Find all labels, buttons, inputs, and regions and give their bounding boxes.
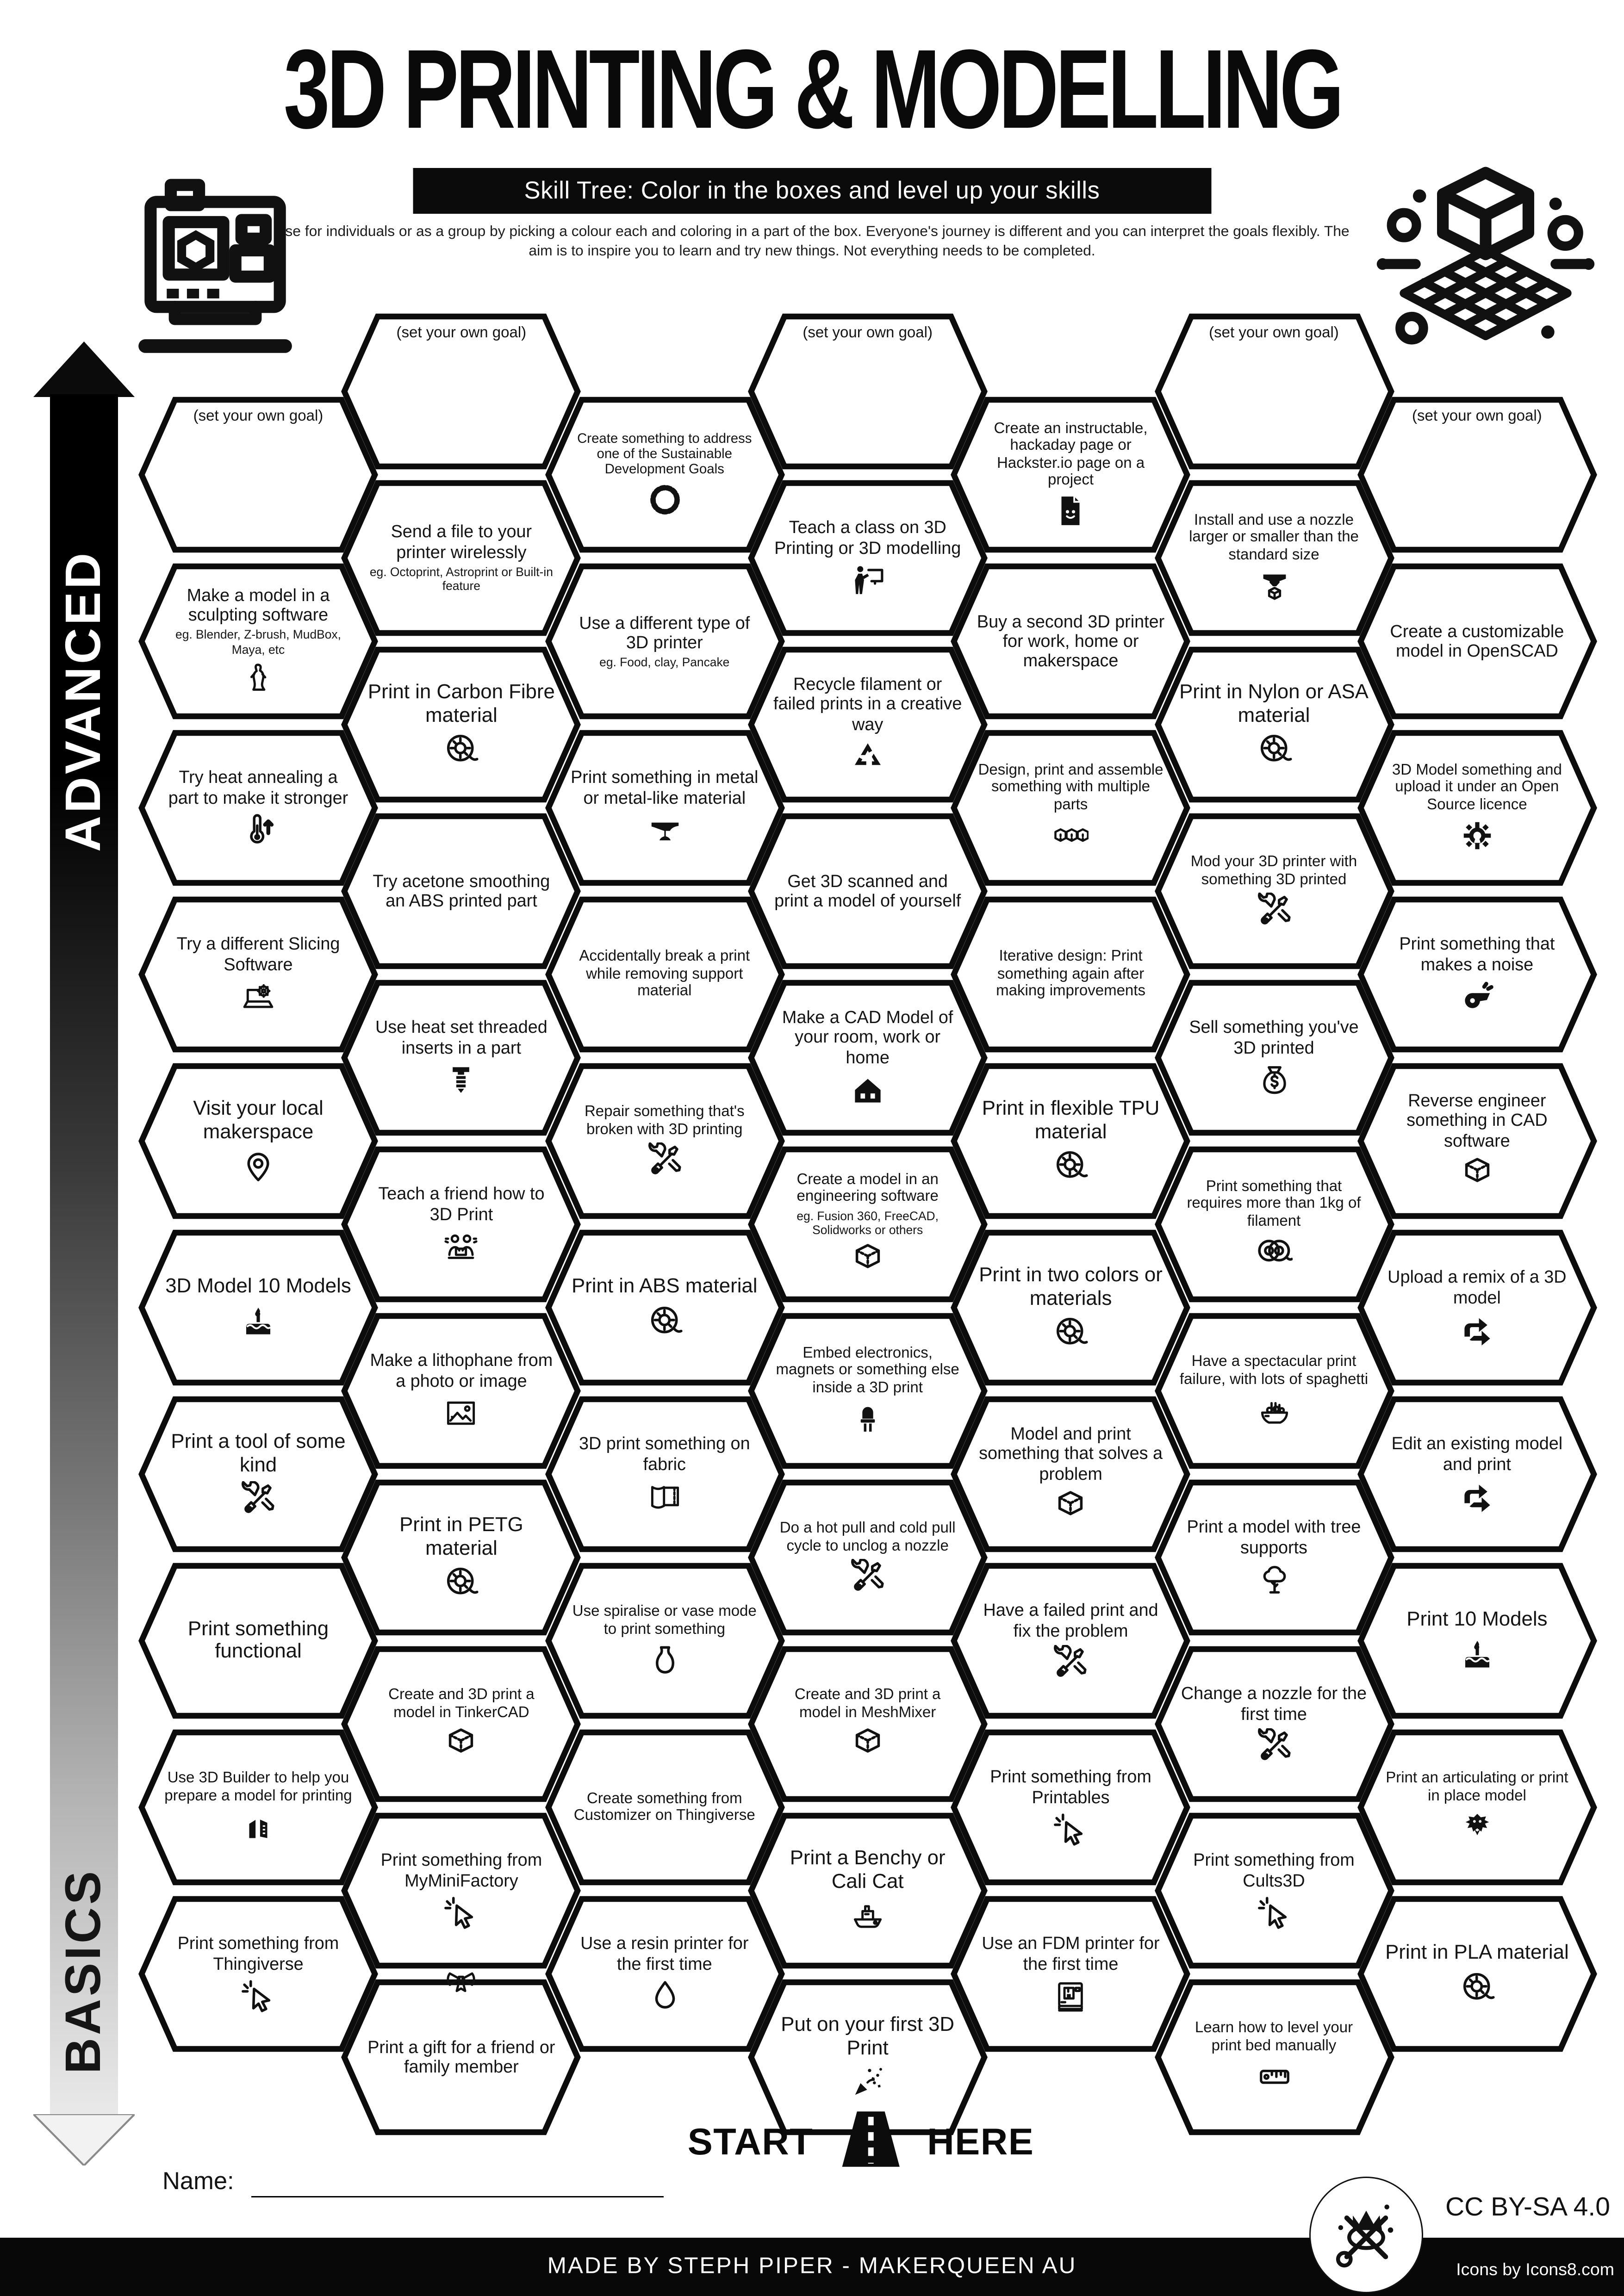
- spool2-icon: [1256, 1234, 1292, 1270]
- hex-text: Print something in metal or metal-like material: [571, 768, 759, 807]
- hex-text: Change a nozzle for the first time: [1181, 1684, 1367, 1724]
- hex-text: Visit your local makerspace: [193, 1098, 324, 1143]
- laptop-gear-icon: [240, 978, 276, 1014]
- hex-text: Learn how to level your print bed manually: [1195, 2020, 1353, 2054]
- hex-text: Use spiralise or vase mode to print something: [572, 1603, 757, 1638]
- tools-icon: [647, 1142, 683, 1179]
- hex-text: Print something that makes a noise: [1399, 934, 1555, 974]
- hex-text: Design, print and assemble something with multiple parts: [978, 762, 1164, 813]
- hex-text: Create and 3D print a model in TinkerCAD: [388, 1687, 535, 1721]
- hex-text: Have a failed print and fix the problem: [983, 1601, 1158, 1640]
- dragon-icon: [1459, 1809, 1495, 1845]
- hex-text: Make a lithophane from a photo or image: [370, 1351, 553, 1390]
- bow-icon: [443, 1961, 479, 1998]
- house-icon: [850, 1071, 886, 1107]
- hex-text: Print something from MyMiniFactory: [380, 1850, 542, 1890]
- hex-text: Use a different type of 3D printer: [579, 613, 750, 652]
- sdg-wheel-icon: [647, 482, 683, 518]
- name-label: Name:: [162, 2167, 234, 2195]
- hex-text: Embed electronics, magnets or something else inside a 3D print: [776, 1345, 959, 1396]
- hex-reverse-engineer[interactable]: [1357, 1063, 1596, 1219]
- license-label: CC BY-SA 4.0: [1445, 2193, 1610, 2222]
- hex-text: Mod your 3D printer with something 3D printed: [1190, 854, 1357, 888]
- hex-text: Print something that requires more than 1kg of filament: [1187, 1178, 1361, 1230]
- hex-text: Use an FDM printer for the first time: [982, 1934, 1160, 1973]
- icons8-credit: Icons by Icons8.com: [1456, 2260, 1615, 2279]
- hex-subtext: eg. Blender, Z-brush, MudBox, Maya, etc: [175, 628, 341, 657]
- teacher-icon: [850, 562, 886, 598]
- hex-text: Print a model with tree supports: [1187, 1517, 1361, 1557]
- spool-icon: [1053, 1315, 1089, 1351]
- tree-icon: [1256, 1561, 1292, 1597]
- cube-icon: [1053, 1488, 1089, 1524]
- subtitle-text: Skill Tree: Color in the boxes and level up your skills: [524, 176, 1100, 204]
- intro-paragraph: Use for individuals or as a group by picking a colour each and coloring in a part of the box. Everyone's journey is different and you can interpret the goals flexibly. The aim is to inspire you to learn and try new things. Not everything needs to be completed.: [274, 223, 1350, 260]
- hex-text: Model and print something that solves a problem: [979, 1424, 1163, 1483]
- hex-subtext: eg. Fusion 360, FreeCAD, Solidworks or others: [796, 1208, 939, 1237]
- hex-text: Create something from Customizer on Thingiverse: [573, 1790, 755, 1824]
- tools-icon: [240, 1481, 276, 1517]
- tools-icon: [1256, 1728, 1292, 1764]
- statue-icon: [240, 661, 276, 697]
- spool-icon: [1053, 1148, 1089, 1184]
- hex-subtext: eg. Octoprint, Astroprint or Built-in feature: [369, 565, 553, 593]
- cubes3-icon: [1053, 818, 1089, 854]
- basics-label: BASICS: [54, 1868, 111, 2074]
- hex-text: Recycle filament or failed prints in a creative way: [773, 675, 962, 734]
- fabric-icon: [647, 1478, 683, 1514]
- here-label: HERE: [927, 2121, 1034, 2163]
- road-icon: [834, 2107, 906, 2178]
- thermometer-icon: [240, 812, 276, 848]
- tools-icon: [850, 1559, 886, 1595]
- hex-open-source-upload[interactable]: [1357, 730, 1596, 886]
- tools-icon: [1053, 1644, 1089, 1681]
- hex-text: Print a gift for a friend or family member: [367, 2037, 555, 2077]
- hex-text: Create and 3D print a model in MeshMixer: [794, 1687, 941, 1721]
- remix-icon: [1459, 1311, 1495, 1347]
- hex-articulating[interactable]: [1357, 1730, 1596, 1885]
- photo-icon: [443, 1395, 479, 1431]
- hex-text: Print a Benchy or Cali Cat: [790, 1848, 946, 1893]
- hex-text: Print in two colors or materials: [979, 1265, 1163, 1310]
- spool-icon: [443, 732, 479, 768]
- money-bag-icon: [1256, 1061, 1292, 1098]
- nozzle-icon: [1256, 568, 1292, 604]
- doc-smile-icon: [1053, 493, 1089, 529]
- name-input-line[interactable]: [251, 2196, 664, 2197]
- hex-text: Have a spectacular print failure, with lots of spaghetti: [1179, 1353, 1369, 1388]
- credit-text: MADE BY STEPH PIPER - MAKERQUEEN AU: [547, 2253, 1077, 2279]
- benchy-icon: [850, 1898, 886, 1934]
- tools-icon: [1256, 893, 1292, 929]
- hex-remix-upload[interactable]: [1357, 1230, 1596, 1385]
- spool-icon: [1459, 1969, 1495, 2005]
- hex-text: Print in flexible TPU material: [982, 1098, 1160, 1143]
- spool-icon: [1256, 732, 1292, 768]
- recycle-icon: [850, 738, 886, 774]
- hex-text: Print in PLA material: [1385, 1942, 1569, 1965]
- start-label: START: [687, 2121, 814, 2163]
- cube-icon: [850, 1725, 886, 1762]
- goal-label: (set your own goal): [193, 408, 324, 425]
- hex-text: Use 3D Builder to help you prepare a model for printing: [164, 1770, 352, 1804]
- hex-subtext: eg. Food, clay, Pancake: [599, 655, 730, 670]
- insert-icon: [443, 1061, 479, 1098]
- page-title: 3D PRINTING & MODELLING: [283, 25, 1341, 152]
- hex-text: Print something from Thingiverse: [177, 1934, 339, 1973]
- hex-text: Print an articulating or print in place model: [1386, 1770, 1568, 1804]
- hex-text: Print in Nylon or ASA material: [1179, 682, 1369, 727]
- hex-text: Iterative design: Print something again after making improvements: [996, 949, 1145, 1000]
- cursor-icon: [1053, 1811, 1089, 1847]
- cube-icon: [850, 1241, 886, 1278]
- hex-text: Reverse engineer something in CAD software: [1406, 1091, 1548, 1150]
- cake-icon: [1459, 1636, 1495, 1672]
- hex-text: 3D Model something and upload it under an Open Source licence: [1392, 762, 1562, 813]
- hex-text: Print something from Printables: [990, 1767, 1151, 1807]
- hex-text: 3D Model 10 Models: [165, 1276, 351, 1298]
- hex-text: Do a hot pull and cold pull cycle to unclog a nozzle: [779, 1520, 956, 1554]
- hex-pla[interactable]: [1357, 1896, 1596, 2052]
- led-icon: [850, 1401, 886, 1437]
- hex-text: Put on your first 3D Print: [781, 2014, 955, 2060]
- hex-text: Install and use a nozzle larger or smaller than the standard size: [1189, 512, 1359, 564]
- hex-text: Make a CAD Model of your room, work or home: [782, 1008, 953, 1067]
- hex-text: Teach a friend how to 3D Print: [378, 1184, 545, 1224]
- cursor-icon: [1256, 1894, 1292, 1930]
- hex-goal-g[interactable]: [1357, 397, 1596, 552]
- goal-label: (set your own goal): [803, 325, 933, 341]
- hex-text: Create an instructable, hackaday page or Hackster.io page on a project: [994, 420, 1148, 489]
- hex-text: Print something functional: [187, 1618, 329, 1663]
- hex-text: Send a file to your printer wirelessly: [391, 522, 532, 562]
- hex-text: Try heat annealing a part to make it stronger: [168, 768, 348, 807]
- spool-icon: [443, 1564, 479, 1601]
- remix-icon: [1459, 1478, 1495, 1514]
- hex-text: Get 3D scanned and print a model of yourself: [774, 871, 961, 911]
- party-icon: [850, 2064, 886, 2100]
- spool-icon: [647, 1303, 683, 1339]
- hex-text: Upload a remix of a 3D model: [1388, 1267, 1567, 1307]
- hex-text: Try a different Slicing Software: [176, 934, 340, 974]
- hex-text: Buy a second 3D printer for work, home or makerspace: [977, 612, 1165, 671]
- hex-text: Make a model in a sculpting software: [187, 585, 330, 625]
- hex-text: Print in ABS material: [572, 1276, 758, 1298]
- hex-text: Create a customizable model in OpenSCAD: [1390, 621, 1564, 661]
- hex-makes-noise[interactable]: [1357, 897, 1596, 1052]
- hex-text: Print a tool of some kind: [171, 1431, 346, 1477]
- hex-text: Accidentally break a print while removing support material: [579, 949, 750, 1000]
- cursor-icon: [443, 1894, 479, 1930]
- hex-text: Repair something that's broken with 3D printing: [584, 1104, 745, 1138]
- goal-label: (set your own goal): [396, 325, 527, 341]
- goal-label: (set your own goal): [1209, 325, 1339, 341]
- hex-edit-existing[interactable]: [1357, 1396, 1596, 1552]
- hex-text: Print in PETG material: [399, 1514, 523, 1560]
- advanced-label: ADVANCED: [54, 550, 111, 852]
- droplet-icon: [647, 1978, 683, 2014]
- hex-print-10[interactable]: [1357, 1563, 1596, 1719]
- hex-text: Use heat set threaded inserts in a part: [375, 1018, 548, 1057]
- hex-text: Sell something you've 3D printed: [1189, 1018, 1359, 1057]
- hex-text: Edit an existing model and print: [1391, 1434, 1563, 1474]
- hex-text: Create a model in an engineering software: [796, 1171, 939, 1205]
- hex-text: 3D print something on fabric: [579, 1434, 750, 1474]
- gear-icon: [1459, 818, 1495, 854]
- map-pin-icon: [240, 1148, 276, 1184]
- hex-text: Print in Carbon Fibre material: [367, 682, 555, 727]
- anvil-icon: [647, 812, 683, 848]
- spaghetti-icon: [1256, 1392, 1292, 1428]
- hex-text: Teach a class on 3D Printing or 3D modelling: [774, 518, 961, 558]
- people-icon: [443, 1228, 479, 1264]
- builder-icon: [240, 1809, 276, 1845]
- hex-text: Use a resin printer for the first time: [580, 1934, 749, 1973]
- printer-icon: [1053, 1978, 1089, 2014]
- hex-text: Print 10 Models: [1406, 1609, 1548, 1632]
- cube-icon: [443, 1725, 479, 1762]
- ruler-icon: [1256, 2059, 1292, 2095]
- cursor-icon: [240, 1978, 276, 2014]
- hex-text: Try acetone smoothing an ABS printed part: [373, 871, 550, 911]
- vase-icon: [647, 1642, 683, 1678]
- hex-text: Create something to address one of the Sustainable Development Goals: [577, 431, 752, 478]
- whistle-icon: [1459, 978, 1495, 1014]
- makerqueen-badge: [1309, 2177, 1423, 2293]
- cake-icon: [240, 1303, 276, 1339]
- hex-text: Print something from Cults3D: [1193, 1850, 1355, 1890]
- goal-label: (set your own goal): [1412, 408, 1542, 425]
- cube-icon: [1459, 1154, 1495, 1191]
- hex-openscad[interactable]: [1357, 564, 1596, 719]
- start-here: [688, 2107, 1034, 2178]
